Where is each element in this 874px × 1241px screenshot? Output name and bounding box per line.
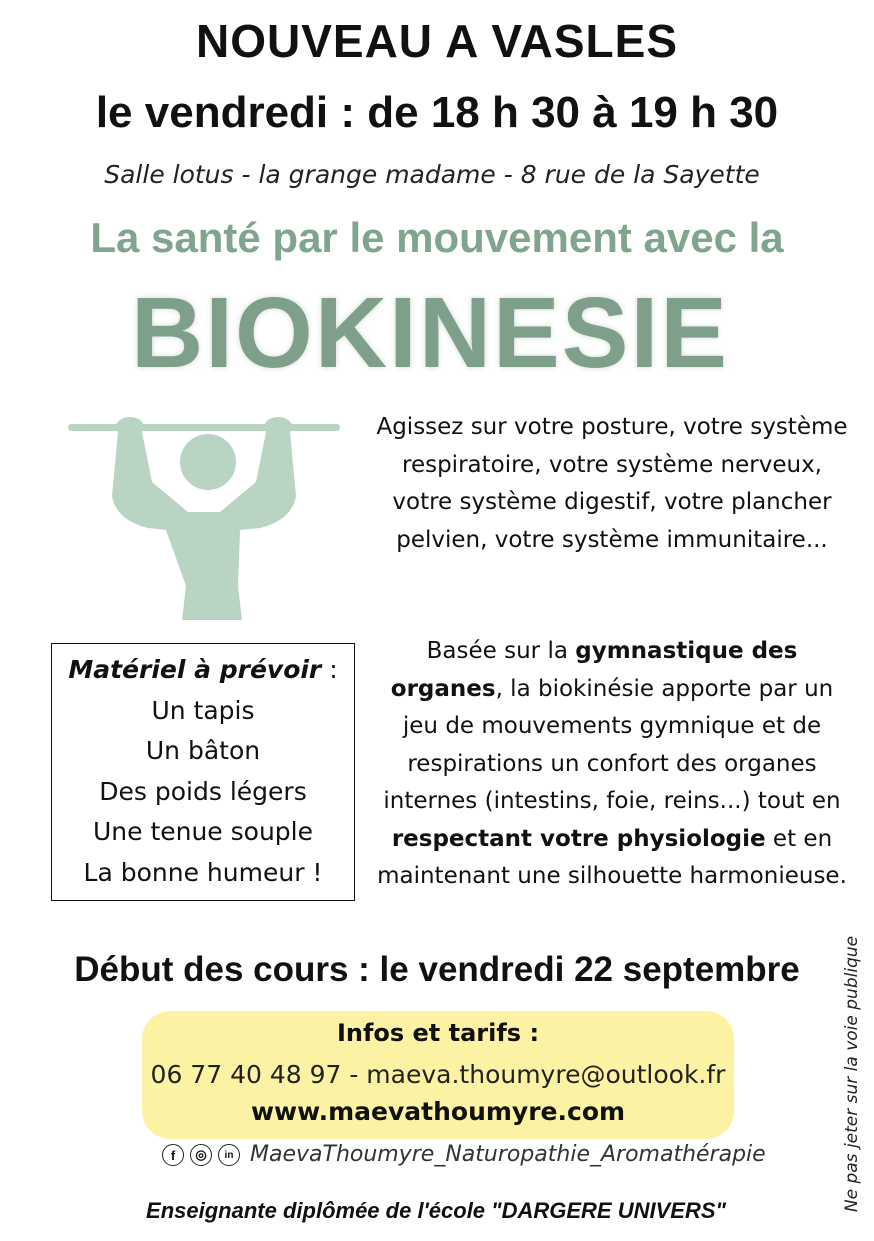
info-box — [142, 1011, 734, 1139]
materials-heading-line — [52, 650, 354, 691]
benefits-paragraph: Agissez sur votre posture, votre système respiratoire, votre système nerveux, votre système digestif, votre plancher pelvien, votre système immunitaire... — [376, 414, 848, 553]
materials-heading: Matériel à prévoir — [68, 655, 322, 684]
contact-line[interactable]: 06 77 40 48 97 - maeva.thoumyre@outlook.fr — [150, 1060, 726, 1089]
head-shape — [180, 434, 236, 490]
materials-item: Un tapis — [151, 695, 255, 725]
baton-shape — [68, 424, 340, 431]
materials-item: Des poids légers — [99, 776, 307, 806]
materials-box — [51, 643, 355, 901]
method-text-2: , la biokinésie apporte par un jeu de mouvements gymnique et de respirations un confort des organes internes (intestins, foie, reins...) tout en — [383, 675, 841, 814]
facebook-icon[interactable]: f — [162, 1144, 184, 1166]
method-paragraph — [370, 633, 854, 896]
method-text-3: et en maintenant une silhouette harmonieuse. — [377, 825, 847, 889]
social-handle: MaevaThoumyre_Naturopathie_Aromathérapie — [250, 1142, 766, 1167]
method-text-1: Basée sur la — [426, 638, 576, 664]
page-title: NOUVEAU A VASLES — [195, 15, 679, 67]
schedule-line: le vendredi : de 18 h 30 à 19 h 30 — [95, 88, 779, 137]
materials-item: La bonne humeur ! — [83, 857, 323, 887]
method-highlight-organs: gymnastique des organes — [390, 638, 798, 702]
website-link[interactable]: www.maevathoumyre.com — [250, 1097, 626, 1126]
subtitle: La santé par le mouvement avec la — [90, 214, 784, 261]
course-start-date: Début des cours : le vendredi 22 septembre — [74, 950, 800, 989]
method-highlight-physiology: respectant votre physiologie — [391, 825, 766, 852]
side-note: Ne pas jeter sur la voie publique — [842, 935, 862, 1213]
instagram-icon[interactable]: ◎ — [190, 1144, 212, 1166]
teacher-credential: Enseignante diplômée de l'école "DARGERE UNIVERS" — [146, 1198, 726, 1223]
linkedin-icon[interactable]: in — [218, 1144, 240, 1166]
venue-address: Salle lotus - la grange madame - 8 rue de la Sayette — [104, 160, 760, 189]
materials-item: Un bâton — [145, 736, 261, 765]
brand-title: BIOKINESIE — [131, 277, 729, 389]
exercise-figure-illustration — [64, 408, 344, 628]
materials-heading-colon: : — [321, 655, 338, 684]
info-title: Infos et tarifs : — [336, 1019, 540, 1047]
materials-item: Une tenue souple — [92, 817, 314, 846]
